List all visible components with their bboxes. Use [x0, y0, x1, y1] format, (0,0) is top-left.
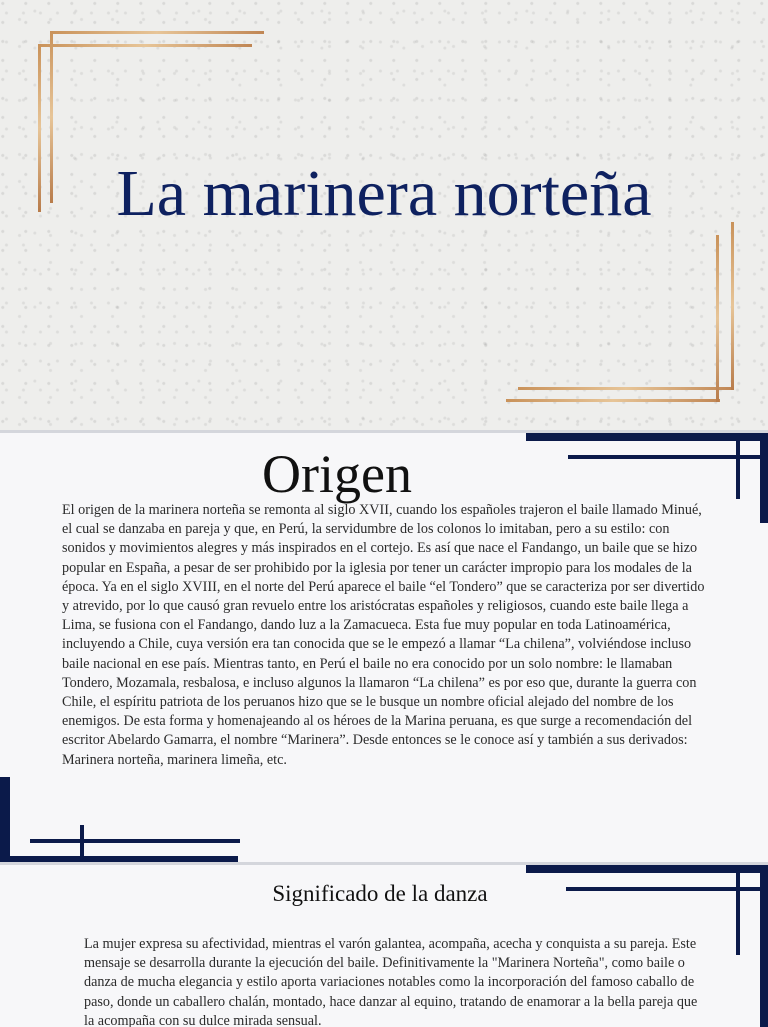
gold-frame-line — [38, 44, 252, 47]
significado-slide — [0, 862, 768, 1027]
gold-frame-line — [506, 399, 720, 402]
navy-frame-line — [736, 437, 740, 499]
navy-frame-line — [526, 865, 768, 873]
navy-frame-line — [760, 433, 768, 523]
origen-slide — [0, 430, 768, 865]
gold-frame-line — [731, 222, 734, 390]
gold-frame-line — [518, 387, 734, 390]
section-paragraph: La mujer expresa su afectividad, mientras el varón galantea, acompaña, acecha y conquista a su pareja. Este mensaje se desarrolla durante la ejecución del baile. Definitivamente la "Marinera Norteña", como baile o danza de mucha elegancia y estilo aporta variaciones notables como la incorporación del famoso caballo de paso, donde un caballero chalán, montado, hace danzar al equino, tratando de enamorar a la bella pareja que la acompaña con su dulce mirada sensual. — [84, 936, 698, 1027]
gold-frame-line — [50, 31, 264, 34]
section-heading: Origen — [262, 444, 412, 504]
page-title: La marinera norteña — [116, 157, 652, 230]
section-paragraph: El origen de la marinera norteña se remonta al siglo XVII, cuando los españoles trajeron el baile llamado Minué, el cual se danzaba en pareja y que, en Perú, la servidumbre de los colonos lo imitaban, pero a su estilo: con sonidos y movimientos alegres y más inspirados en el cortejo. Es así que nace el Fandango, un baile que se hizo popular en España, a pesar de ser prohibido por la iglesia por tener un carácter impropio para los modales de la época. Ya en el siglo XVIII, en el norte del Perú aparece el baile “el Tondero” que se caracteriza por ser divertido y atrevido, por lo que causó gran revuelo entre los aristócratas españoles y religiosos, cuando este baile llega a Lima, se fusiona con el Fandango, dando luz a la Zamacueca. Esta fue muy popular en toda Latinoamérica, incluyendo a Chile, cuya versión era tan conocida que se le empezó a llamar “La chilena”, volviéndose incluso baile nacional en ese país. Mientras tanto, en Perú el baile no era conocido por un solo nombre: le llamaban Tondero, Mozamala, resbalosa, e incluso algunos la llamaron “La chilena” es por eso que, durante la guerra con Chile, el espíritu patriota de los peruanos hizo que se le busque un nombre oficial alejado del nombre de los enemigos. De esta forma y homenajeando al os héroes de la Marina peruana, es que surge a recomendación del escritor Abelardo Gamarra, el nombre “Marinera”. Desde entonces se le conoce así y también a sus derivados: Marinera norteña, marinera limeña, etc. — [62, 502, 705, 768]
section-heading: Significado de la danza — [272, 881, 488, 906]
navy-frame-line — [526, 433, 768, 441]
navy-frame-line — [760, 865, 768, 1027]
navy-frame-line — [0, 777, 10, 865]
gold-frame-line — [716, 235, 719, 402]
navy-frame-line — [80, 825, 84, 861]
navy-frame-line — [30, 839, 240, 843]
title-slide — [0, 0, 768, 430]
